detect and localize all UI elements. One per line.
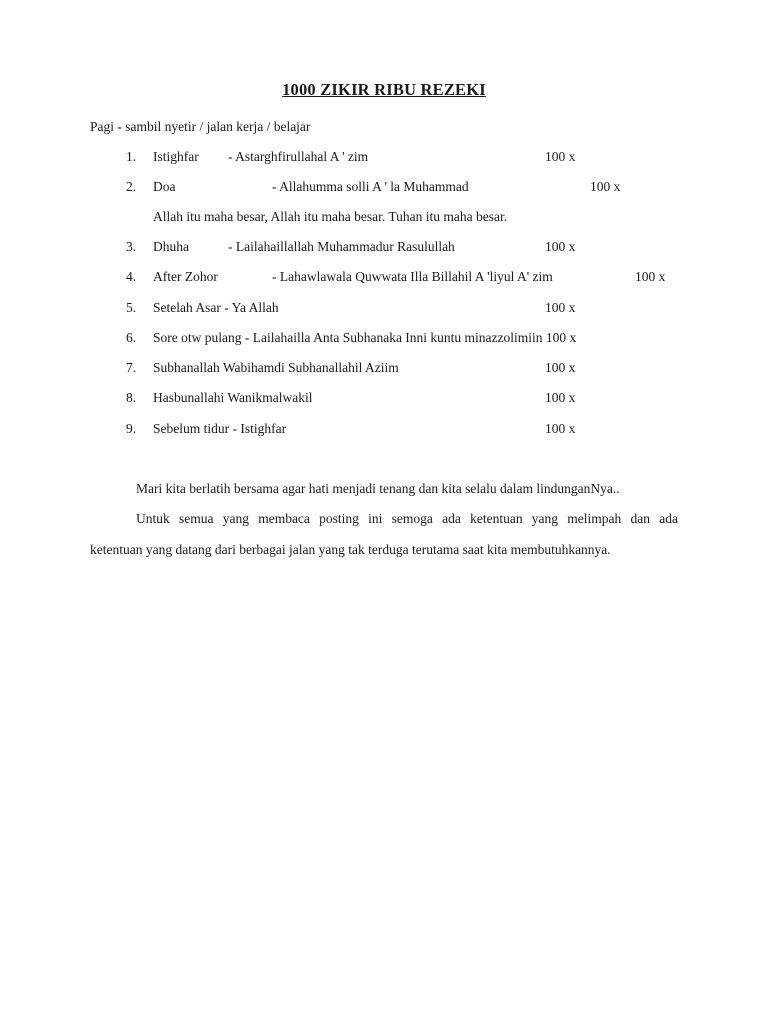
- item-note: Allah itu maha besar, Allah itu maha besar. Tuhan itu maha besar.: [153, 209, 508, 224]
- closing-paragraph-2-line-2: ketentuan yang datang dari berbagai jalan yang tak terduga terutama saat kita membutuhkannya.: [90, 542, 611, 557]
- item-number: 9.: [126, 421, 137, 436]
- item-number: 1.: [126, 149, 137, 164]
- item-count: 100 x: [590, 179, 621, 194]
- item-number: 7.: [126, 360, 137, 375]
- item-desc: - Lahawlawala Quwwata Illa Billahil A 'liyul A' zim: [272, 269, 553, 284]
- closing-paragraph-2-line-1: Untuk semua yang membaca posting ini semoga ada ketentuan yang melimpah dan ada: [136, 511, 678, 526]
- item-number: 4.: [126, 269, 137, 284]
- item-name: Hasbunallahi Wanikmalwakil: [153, 390, 313, 405]
- item-count: 100 x: [545, 149, 576, 164]
- item-name: Setelah Asar - Ya Allah: [153, 300, 279, 315]
- item-name: Dhuha: [153, 239, 189, 254]
- item-name: Istighfar: [153, 149, 199, 164]
- intro-line: Pagi - sambil nyetir / jalan kerja / belajar: [90, 119, 311, 134]
- item-name: Sore otw pulang - Lailahailla Anta Subhanaka Inni kuntu minazzolimiin 100 x: [153, 330, 577, 345]
- item-number: 3.: [126, 239, 137, 254]
- item-count: 100 x: [545, 421, 576, 436]
- item-count: 100 x: [545, 360, 576, 375]
- item-desc: - Lailahaillallah Muhammadur Rasulullah: [228, 239, 455, 254]
- item-count: 100 x: [545, 300, 576, 315]
- item-name: Sebelum tidur - Istighfar: [153, 421, 287, 436]
- item-name: Doa: [153, 179, 176, 194]
- item-count: 100 x: [545, 390, 576, 405]
- item-desc: - Astarghfirullahal A ' zim: [228, 149, 369, 164]
- item-number: 2.: [126, 179, 137, 194]
- item-number: 5.: [126, 300, 137, 315]
- closing-paragraph-1: Mari kita berlatih bersama agar hati menjadi tenang dan kita selalu dalam lindunganNya..: [136, 481, 620, 496]
- item-count: 100 x: [635, 269, 666, 284]
- item-number: 6.: [126, 330, 137, 345]
- item-count: 100 x: [545, 239, 576, 254]
- item-name: After Zohor: [153, 269, 218, 284]
- document-title: 1000 ZIKIR RIBU REZEKI: [282, 80, 486, 99]
- item-desc: - Allahumma solli A ' la Muhammad: [272, 179, 469, 194]
- item-number: 8.: [126, 390, 137, 405]
- item-name: Subhanallah Wabihamdi Subhanallahil Aziim: [153, 360, 399, 375]
